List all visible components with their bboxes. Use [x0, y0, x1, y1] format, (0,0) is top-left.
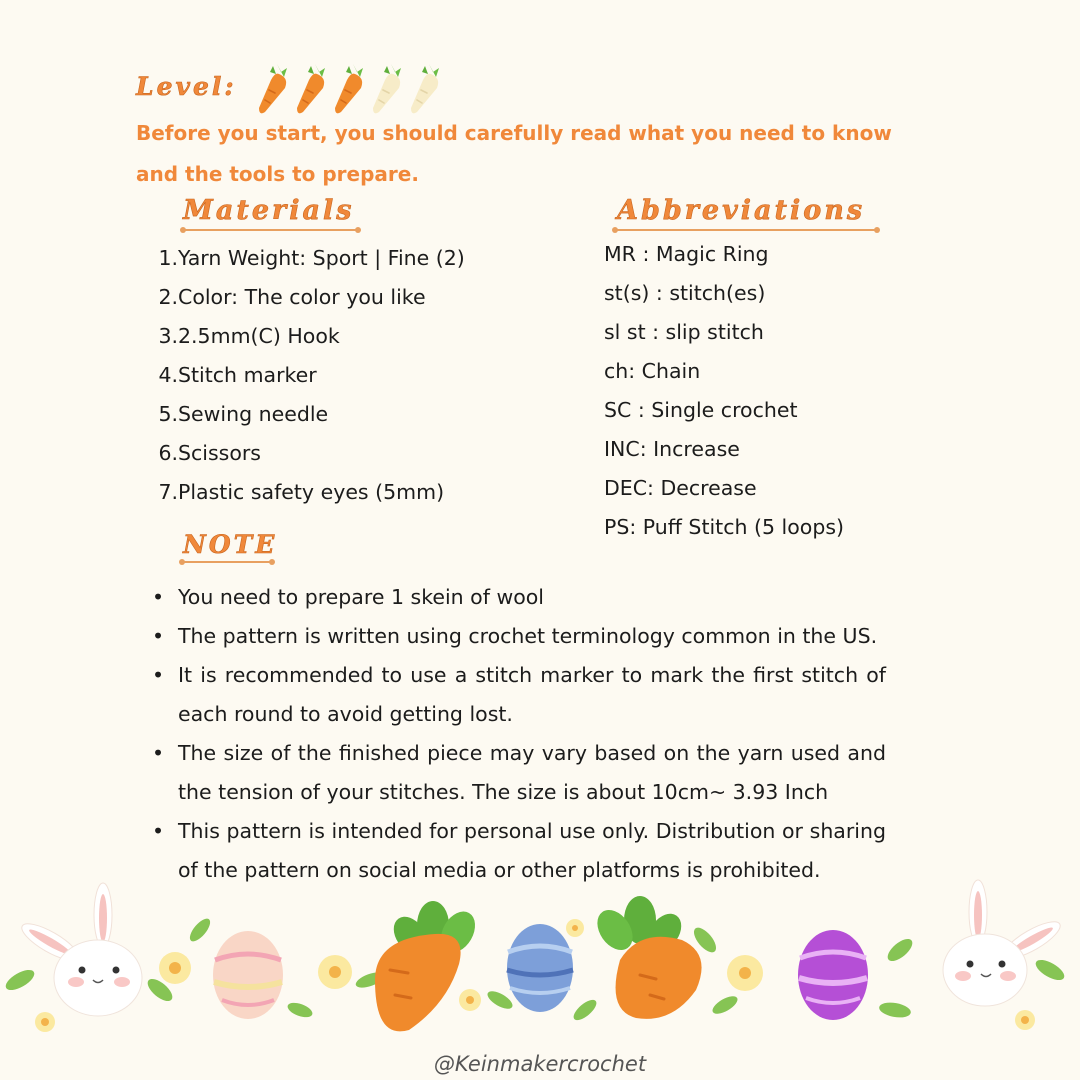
easter-egg-icon — [213, 931, 283, 1019]
leaf-icon — [186, 915, 213, 944]
bullet-icon: • — [152, 585, 165, 609]
list-item: sl st : slip stitch — [604, 320, 764, 344]
carrot-icon — [590, 896, 701, 1019]
list-item: 3. 2.5mm(C) Hook — [158, 324, 340, 348]
list-item: st(s) : stitch(es) — [604, 281, 766, 305]
list-item: 6. Scissors — [158, 441, 261, 465]
flower-icon — [459, 989, 481, 1011]
flower-icon — [318, 955, 352, 989]
note-item: • You need to prepare 1 skein of wool — [152, 578, 886, 617]
easter-egg-icon — [798, 930, 868, 1020]
bullet-icon: • — [152, 741, 165, 765]
carrot-empty-icon — [369, 60, 405, 115]
flower-icon — [727, 955, 763, 991]
list-item: ch: Chain — [604, 359, 701, 383]
list-item: 2. Color: The color you like — [158, 285, 426, 309]
list-item: 1. Yarn Weight: Sport | Fine (2) — [158, 246, 465, 270]
level-rating — [255, 60, 443, 115]
leaf-icon — [710, 993, 740, 1017]
leaf-icon — [3, 966, 38, 994]
abbreviations-underline — [615, 229, 877, 231]
bullet-icon: • — [152, 663, 165, 687]
intro-text: Before you start, you should carefully read what you need to know and the tools to prepare. — [136, 121, 892, 186]
note-item: • This pattern is intended for personal use only. Distribution or sharing of the pattern on social media or other platforms is prohibited. — [152, 812, 886, 890]
carrot-filled-icon — [255, 60, 291, 115]
carrot-empty-icon — [407, 60, 443, 115]
abbreviations-list — [604, 235, 844, 547]
flower-icon — [35, 1012, 55, 1032]
note-item: • It is recommended to use a stitch marker to mark the first stitch of each round to avoid getting lost. — [152, 656, 886, 734]
list-item: 4. Stitch marker — [158, 363, 317, 387]
bullet-icon: • — [152, 819, 165, 843]
flower-icon — [159, 952, 191, 984]
note-list — [152, 578, 886, 890]
carrot-filled-icon — [293, 60, 329, 115]
carrot-filled-icon — [331, 60, 367, 115]
leaf-icon — [286, 1000, 315, 1020]
bullet-icon: • — [152, 624, 165, 648]
bunny-icon — [943, 880, 1065, 1006]
carrot-icon — [375, 901, 482, 1031]
list-item: INC: Increase — [604, 437, 740, 461]
materials-underline — [183, 229, 358, 231]
leaf-icon — [878, 1000, 912, 1019]
list-item: 7. Plastic safety eyes (5mm) — [158, 480, 445, 504]
easter-decoration — [0, 870, 1080, 1050]
list-item: 5. Sewing needle — [158, 402, 329, 426]
note-item: • The pattern is written using crochet terminology common in the US. — [152, 617, 886, 656]
creator-handle: @Keinmakercrochet — [433, 1052, 647, 1076]
abbreviations-heading: Abbreviations — [617, 195, 866, 226]
list-item: SC : Single crochet — [604, 398, 798, 422]
easter-egg-icon — [507, 924, 573, 1012]
flower-icon — [1015, 1010, 1035, 1030]
note-underline — [182, 561, 272, 563]
list-item: MR : Magic Ring — [604, 242, 769, 266]
materials-list — [150, 239, 465, 512]
note-heading: NOTE — [183, 530, 278, 559]
list-item: DEC: Decrease — [604, 476, 757, 500]
leaf-icon — [1033, 956, 1068, 984]
leaf-icon — [485, 988, 515, 1012]
note-item: • The size of the finished piece may vary based on the yarn used and the tension of your stitches. The size is about 10cm~ 3.93 Inch — [152, 734, 886, 812]
bunny-icon — [17, 883, 142, 1016]
materials-heading: Materials — [183, 195, 355, 226]
list-item: PS: Puff Stitch (5 loops) — [604, 515, 845, 539]
level-label: Level: — [136, 72, 237, 101]
leaf-icon — [884, 935, 916, 965]
leaf-icon — [570, 996, 599, 1023]
flower-icon — [566, 919, 584, 937]
